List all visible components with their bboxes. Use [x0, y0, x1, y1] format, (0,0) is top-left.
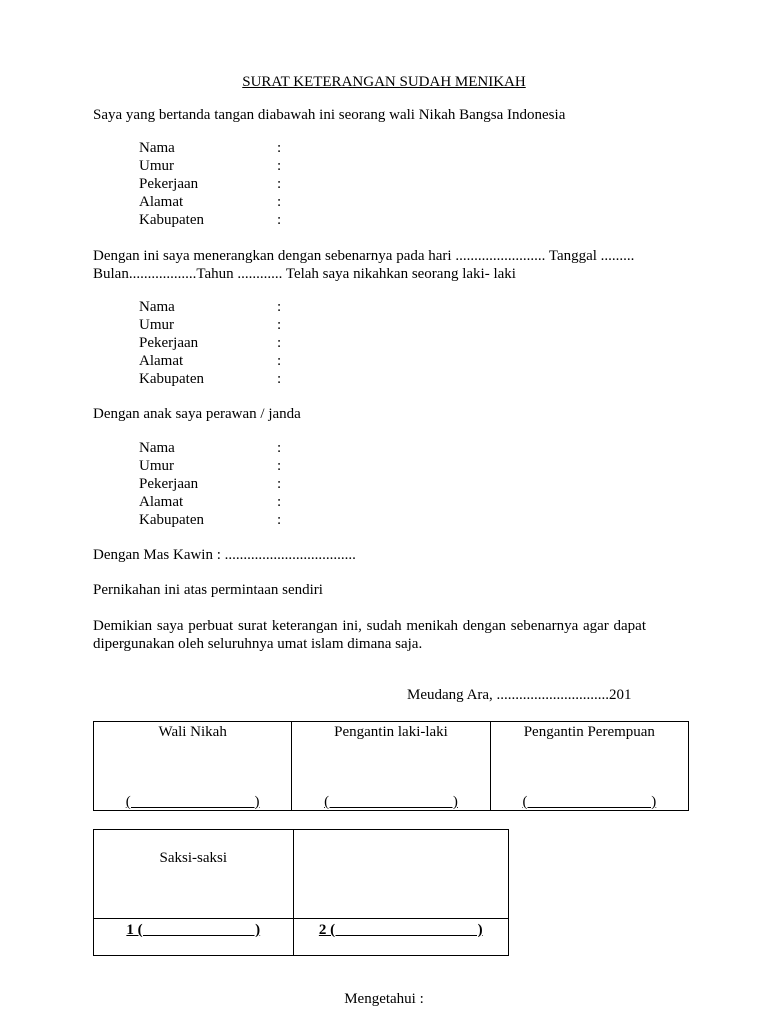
signature-cell-groom [292, 722, 490, 811]
field-colon: : [277, 176, 282, 192]
field-colon: : [277, 158, 282, 174]
field-colon: : [277, 140, 282, 156]
field-colon: : [277, 371, 282, 387]
signature-blank: ( ) [324, 794, 458, 810]
field-colon: : [277, 458, 282, 474]
field-colon: : [277, 299, 282, 315]
column-heading: Wali Nikah [158, 724, 227, 740]
declaration-line-1: Dengan ini saya menerangkan dengan sebenarnya pada hari ........................ Tanggal ......... [93, 248, 635, 264]
field-colon: : [277, 512, 282, 528]
field-label: Kabupaten [139, 512, 204, 528]
field-colon: : [277, 335, 282, 351]
acknowledged-label: Mengetahui : [344, 991, 424, 1007]
field-colon: : [277, 476, 282, 492]
witness-label: Saksi-saksi [159, 850, 227, 866]
field-label: Umur [139, 158, 174, 174]
column-heading: Pengantin Perempuan [523, 724, 655, 740]
field-label: Umur [139, 458, 174, 474]
signature-table [93, 721, 689, 811]
field-label: Pekerjaan [139, 335, 199, 351]
signature-blank: ( ) [522, 794, 657, 810]
declaration-line-2: Bulan..................Tahun ............ Telah saya nikahkan seorang laki- laki [93, 266, 516, 282]
field-label: Umur [139, 317, 174, 333]
document-title: SURAT KETERANGAN SUDAH MENIKAH [242, 74, 526, 90]
request-text: Pernikahan ini atas permintaan sendiri [93, 582, 323, 598]
field-label: Nama [139, 299, 175, 315]
field-label: Pekerjaan [139, 476, 199, 492]
field-colon: : [277, 194, 282, 210]
field-colon: : [277, 212, 282, 228]
signature-cell-wali [94, 722, 292, 811]
column-heading: Pengantin laki-laki [334, 724, 448, 740]
witness-label-cell [94, 830, 294, 919]
mas-kawin-text: Dengan Mas Kawin : ................................... [93, 547, 356, 563]
witness-empty-cell [293, 830, 508, 919]
signature-cell-bride [490, 722, 688, 811]
field-label: Alamat [139, 194, 184, 210]
signature-blank: ( ) [125, 794, 260, 810]
bride-intro: Dengan anak saya perawan / janda [93, 406, 301, 422]
field-label: Kabupaten [139, 371, 204, 387]
field-colon: : [277, 440, 282, 456]
field-label: Nama [139, 140, 175, 156]
witness-2-blank: 2 ( ) [318, 922, 483, 938]
field-label: Alamat [139, 353, 184, 369]
place-date: Meudang Ara, ..............................201 [407, 687, 632, 703]
field-colon: : [277, 494, 282, 510]
closing-paragraph: Demikian saya perbuat surat keterangan ini, sudah menikah dengan sebenarnya agar dapat dipergunakan oleh seluruhnya umat islam dimana saja. [93, 618, 646, 652]
witness-table [93, 829, 509, 956]
field-label: Nama [139, 440, 175, 456]
intro-text: Saya yang bertanda tangan diabawah ini seorang wali Nikah Bangsa Indonesia [93, 107, 566, 123]
witness-1-cell [94, 919, 294, 956]
field-colon: : [277, 353, 282, 369]
field-colon: : [277, 317, 282, 333]
field-label: Kabupaten [139, 212, 204, 228]
witness-1-blank: 1 ( ) [126, 922, 261, 938]
field-label: Alamat [139, 494, 184, 510]
field-label: Pekerjaan [139, 176, 199, 192]
witness-2-cell [293, 919, 508, 956]
